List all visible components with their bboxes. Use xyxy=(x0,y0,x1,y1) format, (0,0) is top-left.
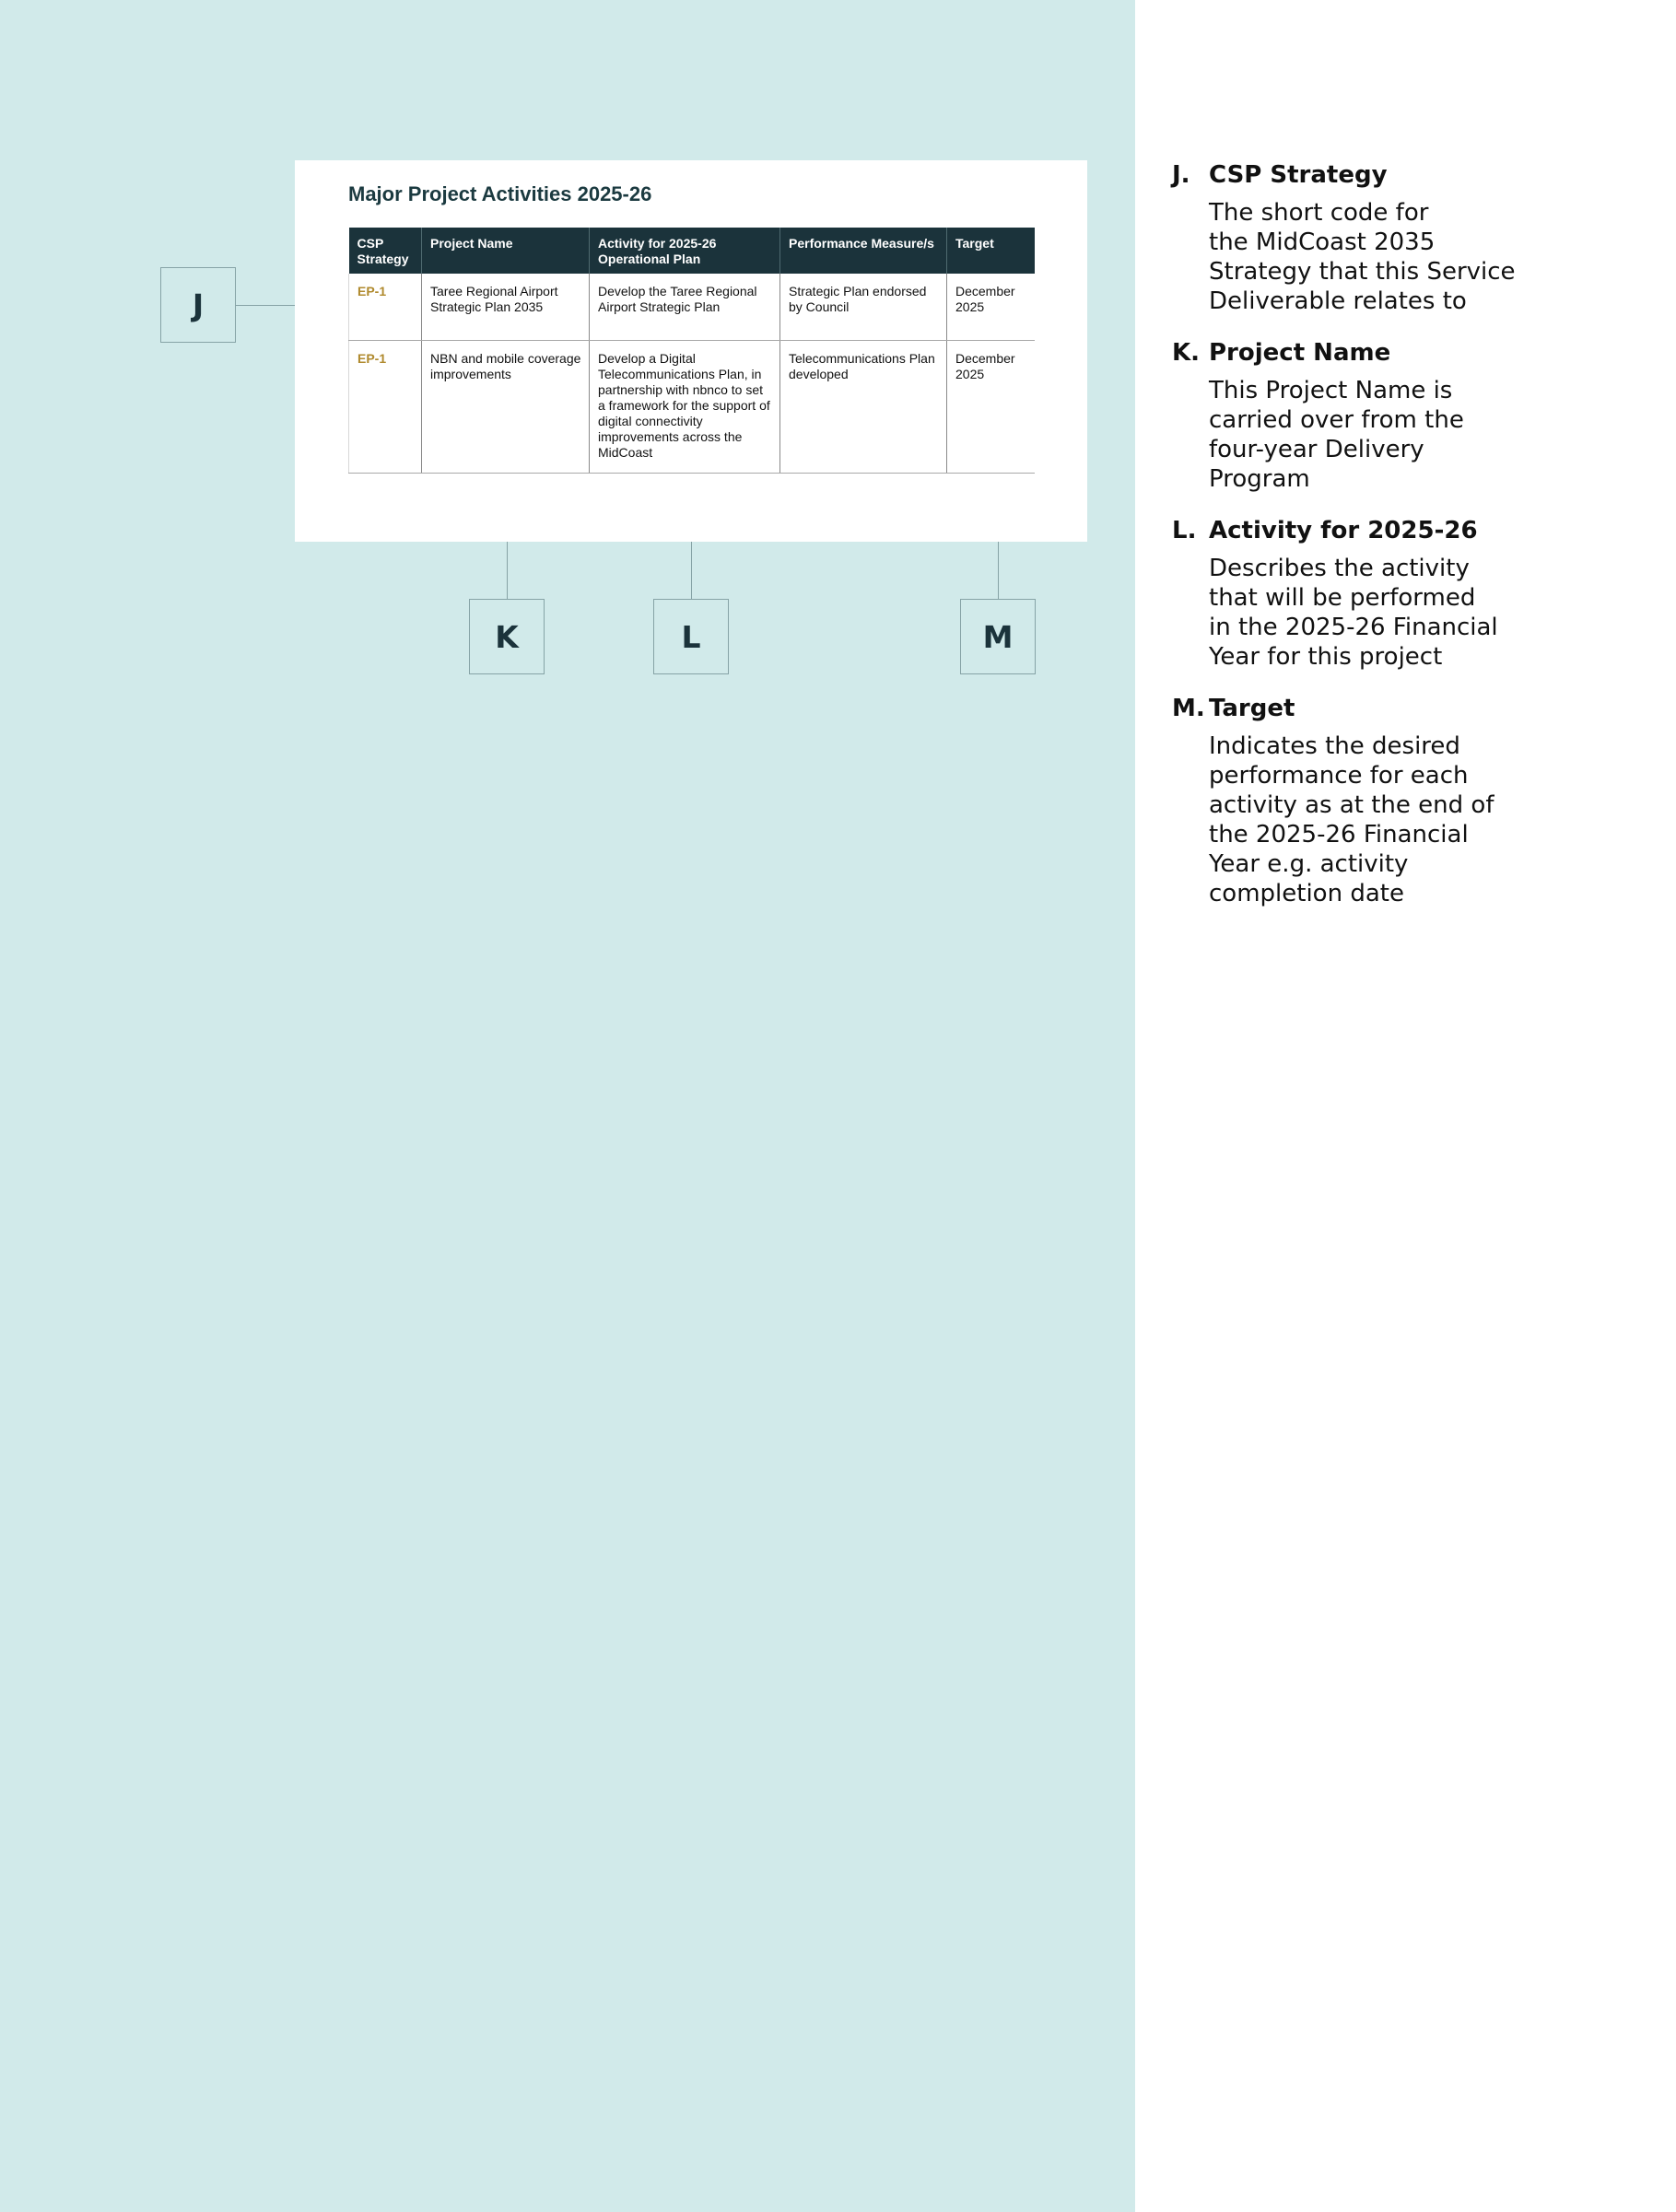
header-performance-measure: Performance Measure/s xyxy=(780,228,947,274)
legend xyxy=(1172,160,1541,930)
cell-performance-measure: Strategic Plan endorsed by Council xyxy=(780,274,947,340)
callout-l: L xyxy=(653,599,729,674)
callout-j-connector xyxy=(236,305,295,306)
legend-body xyxy=(1209,160,1541,316)
table-header-row xyxy=(349,228,1035,274)
cell-target: December 2025 xyxy=(947,274,1035,340)
major-project-activities-table xyxy=(348,228,1035,474)
header-target: Target xyxy=(947,228,1035,274)
legend-letter: M. xyxy=(1172,695,1205,722)
cell-csp-code: EP-1 xyxy=(349,340,422,473)
legend-letter: J. xyxy=(1172,161,1190,189)
legend-description: Indicates the desired performance for each activity as at the end of the 2025-26 Financial Year e.g. activity completion date xyxy=(1209,732,1494,907)
callout-k: K xyxy=(469,599,545,674)
legend-title: Activity for 2025-26 xyxy=(1209,517,1478,544)
legend-description: The short code for the MidCoast 2035 Strategy that this Service Deliverable relates to xyxy=(1209,199,1516,315)
callout-j: J xyxy=(160,267,236,343)
legend-description: Describes the activity that will be performed in the 2025-26 Financial Year for this project xyxy=(1209,555,1498,671)
cell-activity: Develop a Digital Telecommunications Plan, in partnership with nbnco to set a framework for the support of digital connectivity improvements across the MidCoast xyxy=(590,340,780,473)
legend-letter: L. xyxy=(1172,517,1197,544)
table-row xyxy=(349,340,1035,473)
legend-title: Target xyxy=(1209,695,1295,722)
callout-m-connector xyxy=(998,542,999,599)
table-title: Major Project Activities 2025-26 xyxy=(348,182,652,205)
cell-performance-measure: Telecommunications Plan developed xyxy=(780,340,947,473)
legend-description: This Project Name is carried over from the four-year Delivery Program xyxy=(1209,377,1464,493)
header-activity: Activity for 2025-26 Operational Plan xyxy=(590,228,780,274)
legend-item-l xyxy=(1172,516,1541,672)
header-project-name: Project Name xyxy=(422,228,590,274)
callout-l-connector xyxy=(691,542,692,599)
cell-activity: Develop the Taree Regional Airport Strategic Plan xyxy=(590,274,780,340)
cell-project-name: NBN and mobile coverage improvements xyxy=(422,340,590,473)
header-csp-strategy: CSP Strategy xyxy=(349,228,422,274)
table-row xyxy=(349,274,1035,340)
cell-target: December 2025 xyxy=(947,340,1035,473)
callout-m: M xyxy=(960,599,1036,674)
legend-letter: K. xyxy=(1172,339,1201,367)
callout-k-connector xyxy=(507,542,508,599)
legend-item-k xyxy=(1172,338,1541,494)
legend-title: CSP Strategy xyxy=(1209,161,1388,189)
legend-body xyxy=(1209,338,1541,494)
legend-item-j xyxy=(1172,160,1541,316)
legend-body xyxy=(1209,694,1541,908)
cell-project-name: Taree Regional Airport Strategic Plan 2035 xyxy=(422,274,590,340)
legend-title: Project Name xyxy=(1209,339,1391,367)
example-table-card xyxy=(295,160,1087,542)
cell-csp-code: EP-1 xyxy=(349,274,422,340)
legend-item-m xyxy=(1172,694,1541,908)
legend-body xyxy=(1209,516,1541,672)
